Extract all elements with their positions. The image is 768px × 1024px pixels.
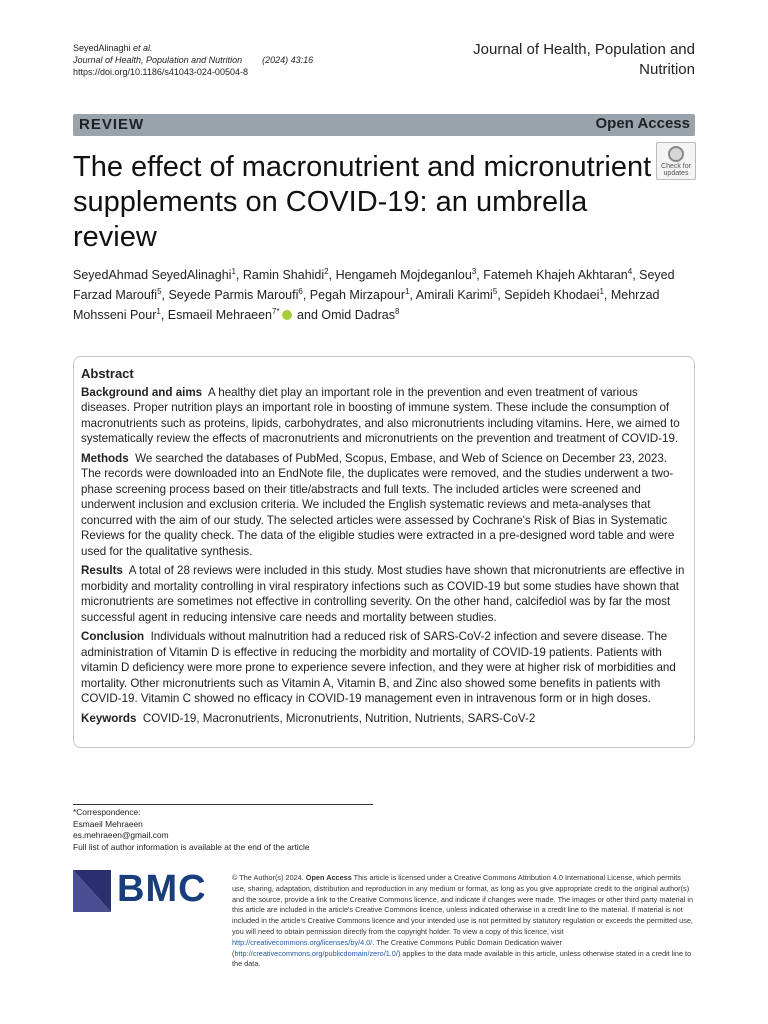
author-affiliation: 7* bbox=[272, 306, 280, 316]
license-text: © The Author(s) 2024. Open Access This article is licensed under a Creative Commons Attribution 4.0 International License, which permits use, sharing, adaptation, distribution and reproduction in any medium or format, as long as you give appropriate credit to the original author(s) and the source, provide a link to the Creative Commons licence, and indicate if changes were made. The images or other third party material in this article are included in the article's Creative Commons licence, unless indicated otherwise in a credit line to the material. If material is not included in the article's Creative Commons licence and your intended use is not permitted by statutory regulation or exceeds the permitted use, you will need to obtain permission directly from the copyright holder. To view a copy of this licence, visit http://creativecommons.org/licenses/by/4.0/. The Creative Commons Public Domain Dedication waiver (http://creativecommons.org/publicdomain/zero/1.0/) applies to the data made available in this article, unless otherwise stated in a credit line to the data. bbox=[232, 873, 694, 969]
author-affiliation: 4 bbox=[627, 266, 633, 276]
running-authors: SeyedAlinaghi bbox=[73, 43, 134, 53]
doi-link[interactable]: https://doi.org/10.1186/s41043-024-00504-8 bbox=[73, 67, 248, 77]
author-list: SeyedAhmad SeyedAlinaghi$^1$, Ramin Shahidi$^2$, Hengameh Mojdeganlou$^3$, Fatemeh Khajeh Akhtaran$^4$, Seyed Farzad Maroufi$^5$, Seyede Parmis Maroufi$^6$, Pegah Mirzapour$^1$, Amirali Karimi$^5$, Sepideh Khodaei$^1$, Mehrzad Mohsseni Pour$^1$, Esmaeil Mehraeen$^{7*}$ and Omid Dadras$^8$ bbox=[73, 266, 675, 322]
public-domain-link[interactable]: http://creativecommons.org/publicdomain/zero/1.0/ bbox=[234, 948, 398, 958]
journal-italic: Journal of Health, Population and Nutrition bbox=[73, 55, 243, 65]
bmc-logo-icon bbox=[73, 870, 111, 912]
author-affiliation: 2 bbox=[324, 266, 329, 276]
license-link[interactable]: http://creativecommons.org/licenses/by/4.0/ bbox=[232, 937, 373, 947]
orcid-icon[interactable] bbox=[282, 310, 292, 320]
correspondence bbox=[73, 807, 310, 853]
author-name: Pegah Mirzapour bbox=[309, 288, 405, 302]
author-name: Seyede Parmis Maroufi bbox=[168, 288, 299, 302]
author-name: Sepideh Khodaei bbox=[504, 288, 600, 302]
correspondence-email[interactable]: es.mehraeen@gmail.com bbox=[73, 830, 169, 840]
et-al: et al. bbox=[133, 43, 153, 53]
abstract-content bbox=[81, 366, 685, 730]
author-name: Esmaeil Mehraeen bbox=[167, 308, 272, 322]
abstract-conclusion: Conclusion Individuals without malnutrition had a reduced risk of SARS-CoV-2 infection and severe disease. The administration of Vitamin D is effective in reducing the morbidity and mortality of COVID-19 patients. Patients with vitamin D deficiency were more prone to experience severe infection, and they were at higher risk of morbidities and mortality. Other micronutrients such as Vitamin A, Vitamin B, and Zinc also showed some benefits in patients with COVID-19. Vitamin C showed no efficacy in COVID-19 management even in intravenous form or in high doses. bbox=[81, 630, 676, 705]
author-name: Seyed Farzad Maroufi bbox=[73, 268, 675, 302]
abstract-background: Background and aims A healthy diet play an important role in the prevention and even treatment of various diseases. Proper nutrition plays an important role in boosting of immune system. These include the consumption of macronutrients such as proteins, lipids, carbohydrates, and also micronutrients including vitamins. Here, we aimed to systematically review the effects of macronutrients and micronutrients on the prevention and treatment of COVID-19. bbox=[81, 385, 680, 445]
author-affiliation: 1 bbox=[599, 286, 604, 296]
author-affiliation: 6 bbox=[298, 286, 303, 296]
author-affiliation: 1 bbox=[405, 286, 410, 296]
article-type-label: REVIEW bbox=[79, 116, 145, 133]
correspondence-note: Full list of author information is available at the end of the article bbox=[73, 841, 310, 852]
author-name: Mehrzad Mohsseni Pour bbox=[73, 288, 660, 322]
check-for-updates-button[interactable] bbox=[656, 142, 696, 180]
crossmark-label: Check for updates bbox=[661, 163, 691, 177]
author-affiliation: 3 bbox=[471, 266, 477, 276]
crossmark-icon bbox=[668, 146, 684, 162]
bmc-wordmark: BMC bbox=[117, 868, 207, 910]
abstract-results: Results A total of 28 reviews were included in this study. Most studies have shown that micronutrients are effective in morbidity and mortality controlling in viral respiratory infections such as COVID-19 but some studies have shown that micronutrients are sometimes not effective in controlling severity. On the other hand, calcifediol was by far the most successful agent in reducing intensive care needs and mortality between studies. bbox=[81, 564, 685, 624]
author-affiliation: 1 bbox=[156, 306, 161, 316]
footnote-rule bbox=[73, 804, 373, 805]
correspondence-name: Esmaeil Mehraeen bbox=[73, 818, 143, 829]
author-name: Amirali Karimi bbox=[415, 288, 493, 302]
author-affiliation: 1 bbox=[231, 266, 236, 276]
author-affiliation: 5 bbox=[492, 286, 498, 296]
journal-name: Journal of Health, Population and Nutrition bbox=[473, 41, 695, 78]
abstract-keywords: Keywords COVID-19, Macronutrients, Micronutrients, Nutrition, Nutrients, SARS-CoV-2 bbox=[81, 711, 536, 725]
article-title: The effect of macronutrient and micronutrient supplements on COVID-19: an umbrella review bbox=[73, 151, 652, 253]
open-access-label: Open Access bbox=[595, 115, 690, 132]
author-name: Hengameh Mojdeganlou bbox=[335, 268, 472, 282]
author-name: SeyedAhmad SeyedAlinaghi bbox=[73, 268, 232, 282]
author-affiliation: 5 bbox=[157, 286, 162, 296]
abstract-heading: Abstract bbox=[81, 366, 134, 381]
citation: (2024) 43:16 bbox=[262, 55, 314, 65]
author-and: and bbox=[293, 308, 322, 322]
author-name: Omid Dadras bbox=[321, 308, 396, 322]
author-name: Ramin Shahidi bbox=[242, 268, 325, 282]
correspondence-label: *Correspondence: bbox=[73, 807, 141, 817]
abstract-methods: Methods We searched the databases of PubMed, Scopus, Embase, and Web of Science on December 23, 2023. The records were downloaded into an EndNote file, the duplicates were removed, and the studies underwent a two-phase screening process based on their title/abstracts and full texts. The included articles were screened and underwent inclusion and exclusion criteria. We included the English systematic reviews and meta-analyses that concurred with the aim of our study. The selected articles were assessed by Cochrane's Risk of Bias in Systematic Reviews for the quality check. The data of the eligible studies were extracted in a pre-designed word table and were used for the qualitative synthesis. bbox=[81, 451, 675, 558]
author-name: Fatemeh Khajeh Akhtaran bbox=[483, 268, 628, 282]
author-affiliation: 8 bbox=[395, 306, 400, 316]
article-meta bbox=[73, 42, 313, 78]
